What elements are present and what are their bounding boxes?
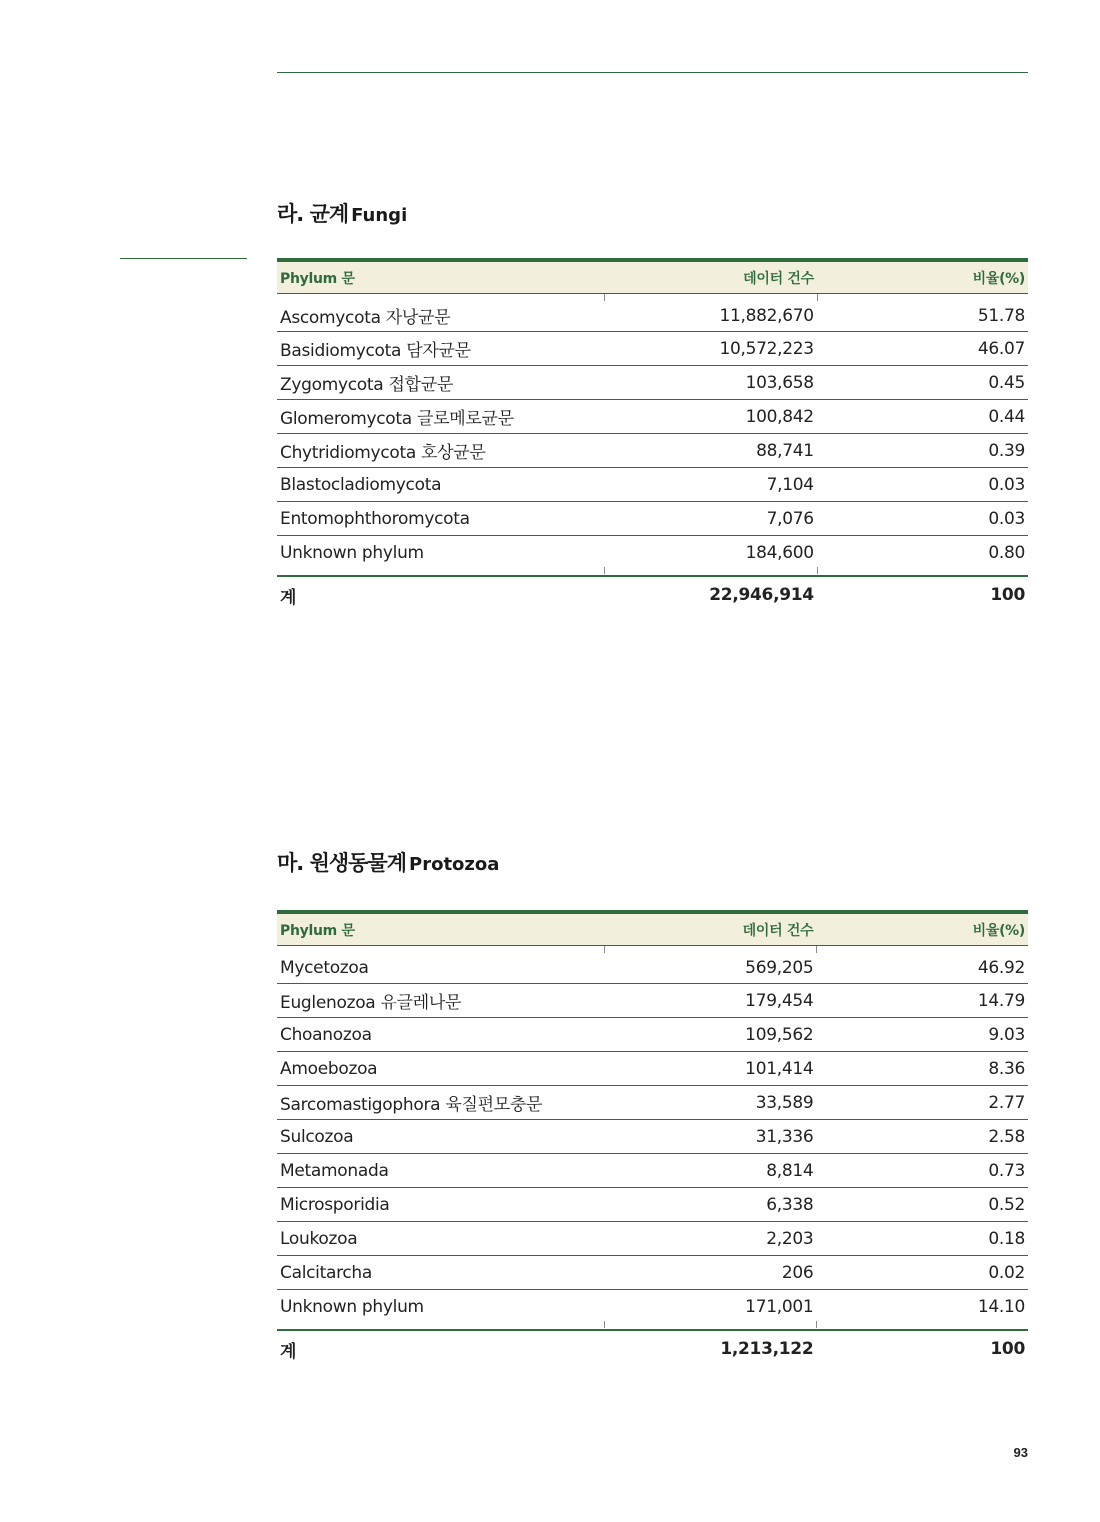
cell-phylum: Sulcozoa: [277, 1120, 604, 1154]
cell-count: 11,882,670: [604, 294, 817, 332]
cell-ratio: 0.80: [817, 536, 1028, 577]
cell-count: 7,076: [604, 502, 817, 536]
table-row: [277, 1120, 1028, 1154]
column-tick: [817, 294, 818, 301]
cell-count: 206: [604, 1256, 817, 1290]
cell-phylum: Mycetozoa: [277, 946, 604, 984]
header-ratio: 비율(%): [816, 912, 1028, 946]
table-row: [277, 468, 1028, 502]
cell-count: 33,589: [604, 1086, 817, 1120]
table-row: [277, 1052, 1028, 1086]
cell-ratio: 46.92: [816, 946, 1028, 984]
table-row: [277, 1222, 1028, 1256]
cell-count: 179,454: [604, 984, 817, 1018]
section-title-fungi: [277, 198, 407, 228]
total-count: 22,946,914: [709, 585, 814, 605]
cell-count: 184,600: [604, 536, 817, 577]
table-row: [277, 434, 1028, 468]
cell-ratio: 0.39: [817, 434, 1028, 468]
cell-count: 10,572,223: [604, 332, 817, 366]
table-row: [277, 1086, 1028, 1120]
section-title-en: Protozoa: [409, 854, 500, 875]
column-tick: [604, 1321, 605, 1328]
protozoa-table: [277, 910, 1028, 1367]
cell-ratio: 14.79: [816, 984, 1028, 1018]
cell-count: 101,414: [604, 1052, 817, 1086]
cell-phylum: Zygomycota 접합균문: [277, 366, 604, 400]
column-tick: [816, 1321, 817, 1328]
cell-ratio: 8.36: [816, 1052, 1028, 1086]
cell-phylum: Metamonada: [277, 1154, 604, 1188]
cell-phylum: Basidiomycota 담자균문: [277, 332, 604, 366]
total-ratio: 100: [990, 1339, 1025, 1359]
table-row: [277, 536, 1028, 577]
table-row: [277, 502, 1028, 536]
table-row: [277, 1188, 1028, 1222]
table-body: [277, 294, 1028, 577]
table-row: [277, 332, 1028, 366]
cell-phylum: Euglenozoa 유글레나문: [277, 984, 604, 1018]
cell-phylum: Unknown phylum: [277, 536, 604, 577]
cell-ratio: 9.03: [816, 1018, 1028, 1052]
cell-phylum: Calcitarcha: [277, 1256, 604, 1290]
cell-ratio: 0.03: [817, 502, 1028, 536]
cell-ratio: 46.07: [817, 332, 1028, 366]
cell-phylum: Chytridiomycota 호상균문: [277, 434, 604, 468]
header-phylum: Phylum 문: [277, 260, 604, 294]
cell-count: 2,203: [604, 1222, 817, 1256]
cell-phylum: Ascomycota 자낭균문: [277, 294, 604, 332]
table-row: [277, 1154, 1028, 1188]
cell-count: 103,658: [604, 366, 817, 400]
cell-ratio: 0.45: [817, 366, 1028, 400]
table-row: [277, 1018, 1028, 1052]
cell-phylum: Unknown phylum: [277, 1290, 604, 1331]
table-header-row: [277, 912, 1028, 946]
column-tick: [604, 946, 605, 953]
cell-ratio: 0.02: [816, 1256, 1028, 1290]
cell-ratio: 0.18: [816, 1222, 1028, 1256]
section-title-protozoa: [277, 847, 499, 877]
column-tick: [604, 567, 605, 574]
cell-ratio: 0.73: [816, 1154, 1028, 1188]
table-total-row: [277, 576, 1028, 613]
cell-ratio: 2.58: [816, 1120, 1028, 1154]
table-row: [277, 1256, 1028, 1290]
column-tick: [604, 294, 605, 301]
cell-ratio: 0.03: [817, 468, 1028, 502]
column-tick: [817, 567, 818, 574]
total-count: 1,213,122: [720, 1339, 814, 1359]
table-row: [277, 984, 1028, 1018]
cell-count: 6,338: [604, 1188, 817, 1222]
cell-count: 31,336: [604, 1120, 817, 1154]
cell-phylum: Amoebozoa: [277, 1052, 604, 1086]
cell-ratio: 0.52: [816, 1188, 1028, 1222]
page-number: 93: [1013, 1445, 1028, 1460]
fungi-table: [277, 258, 1028, 613]
table-row: [277, 366, 1028, 400]
side-rule: [120, 258, 247, 259]
cell-count: 8,814: [604, 1154, 817, 1188]
cell-count: 171,001: [604, 1290, 817, 1331]
table-body: [277, 946, 1028, 1331]
cell-count: 109,562: [604, 1018, 817, 1052]
table-total-row: [277, 1330, 1028, 1367]
top-rule: [277, 72, 1028, 73]
cell-count: 7,104: [604, 468, 817, 502]
cell-ratio: 0.44: [817, 400, 1028, 434]
table-header-row: [277, 260, 1028, 294]
cell-phylum: Glomeromycota 글로메로균문: [277, 400, 604, 434]
cell-ratio: 14.10: [816, 1290, 1028, 1331]
cell-phylum: Choanozoa: [277, 1018, 604, 1052]
section-title-en: Fungi: [351, 205, 408, 226]
cell-ratio: 51.78: [817, 294, 1028, 332]
table-row: [277, 400, 1028, 434]
section-title-ko: 라. 균계: [277, 202, 349, 226]
table-row: [277, 946, 1028, 984]
cell-phylum: Blastocladiomycota: [277, 468, 604, 502]
cell-phylum: Loukozoa: [277, 1222, 604, 1256]
cell-phylum: Sarcomastigophora 육질편모충문: [277, 1086, 604, 1120]
cell-count: 100,842: [604, 400, 817, 434]
column-tick: [816, 946, 817, 953]
header-count: 데이터 건수: [604, 260, 817, 294]
header-count: 데이터 건수: [604, 912, 817, 946]
cell-phylum: Microsporidia: [277, 1188, 604, 1222]
total-ratio: 100: [990, 585, 1025, 605]
header-ratio: 비율(%): [817, 260, 1028, 294]
cell-phylum: Entomophthoromycota: [277, 502, 604, 536]
total-label: 계: [280, 1341, 297, 1362]
table-row: [277, 294, 1028, 332]
cell-count: 88,741: [604, 434, 817, 468]
header-phylum: Phylum 문: [277, 912, 604, 946]
section-title-ko: 마. 원생동물계: [277, 851, 407, 875]
cell-count: 569,205: [604, 946, 817, 984]
cell-ratio: 2.77: [816, 1086, 1028, 1120]
table-row: [277, 1290, 1028, 1331]
total-label: 계: [280, 587, 297, 608]
